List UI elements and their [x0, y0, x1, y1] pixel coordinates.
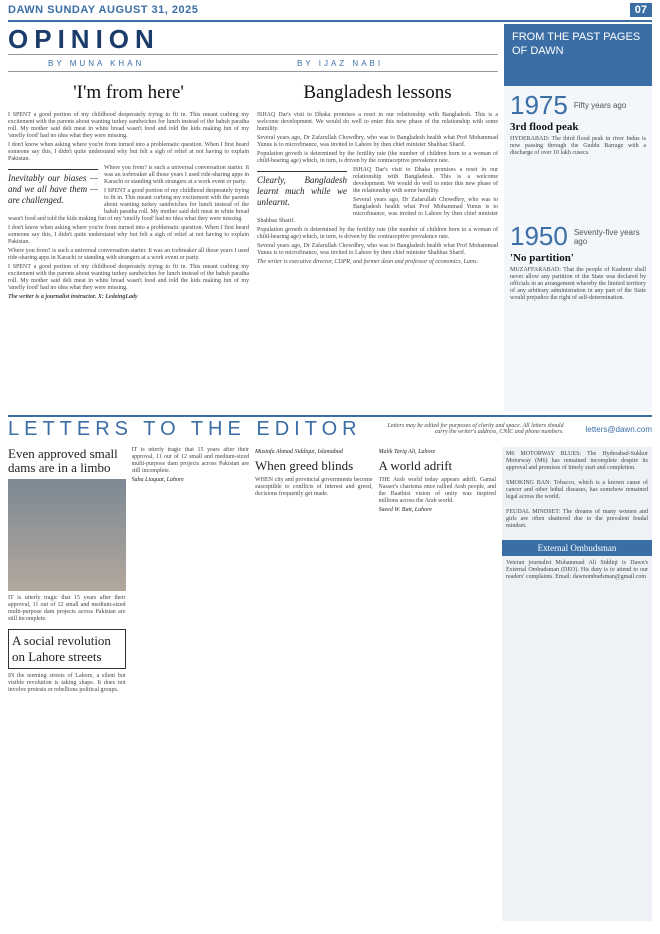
ombudsman-text: Veteran journalist Muhammad Ali Siddiqi is Dawn's External Ombudsman (DEO). His duty is to attend to our readers' complaints. Email: dawnombudsman@gmail.com — [506, 560, 648, 580]
article-paragraph: ISHAQ Dar's visit to Dhaka promises a reset in our relationship with Bangladesh. This is a welcome development. We would do well to enter this new phase of the relationship with some humility. — [353, 167, 498, 194]
article-paragraph: Where you from? is such a universal conversation starter. It was an icebreaker all those years I used ride-sharing apps in Karachi or standing with strangers at a work event or party. — [104, 165, 249, 185]
past-pages-title: FROM THE PAST PAGES OF DAWN — [504, 24, 652, 86]
article-paragraph: Several years ago, Dr Zafarullah Chowdhry, who was to Bangladesh health what Prof Mohammad Yunus is to microfinance, was invited to Lahore by then chief minister Shahbaz Sharif. — [257, 243, 498, 256]
article-paragraph: Several years ago, Dr Zafarullah Chowdhry, who was to Bangladesh health what Prof Mohammad Yunus is to microfinance, was invited to Lahore by then chief minister Shahbaz Sharif. — [257, 197, 498, 224]
letters-email: letters@dawn.com — [585, 424, 652, 434]
letter-body: IT is utterly tragic that 15 years after their approval, 11 out of 12 small and medium-sized multi-purpose dam projects across Pakistan are still incomplete. — [131, 447, 249, 474]
letter-column-2 — [132, 447, 250, 921]
past-text: HYDERABAD: The third flood peak in river Indus is now passing through the Guddu Barrage with a discharge of over 10 lakh cusecs. — [510, 136, 646, 156]
article-headline: 'I'm from here' — [73, 82, 184, 103]
letter-body: IN the teeming streets of Lahore, a silent but visible revolution is taking shape. It does not involve protests or rebellions political groups. — [8, 673, 126, 693]
article-paragraph: Population growth is determined by the fertility rate (the number of children born to a woman of child-bearing age) which, in turn, is driven by the contraceptive prevalence rate. — [257, 227, 498, 240]
years-ago-label: Seventy-five years ago — [573, 227, 640, 246]
author-note: The writer is a journalist instructor. X: LedeingLady — [8, 294, 138, 300]
letters-header — [8, 415, 652, 441]
letter-title: A social revolution on Lahore streets — [8, 629, 126, 669]
article-paragraph: Population growth is determined by the fertility rate (the number of children born to a woman of child-bearing age) which, in turn, is driven by the contraceptive prevalence rate. — [257, 151, 498, 164]
article-headline: Bangladesh lessons — [303, 82, 452, 103]
letter-world-adrift — [379, 447, 497, 921]
letter-signature: Malik Tariq Ali, Lahore — [378, 449, 436, 455]
letters-title: LETTERS TO THE EDITOR — [8, 417, 362, 440]
article-im-from-here — [8, 76, 249, 303]
page-number: 07 — [630, 3, 652, 17]
past-text: MUZAFFARABAD: That the people of Kashmir shall never allow any partition of the State was declared by officials in an arrangement whereby the limited territory of any arbitrary administration in any part of the State would prejudice the right of self-determination. — [510, 267, 646, 301]
byline-ijaz-nabi: BY IJAZ NABI — [297, 58, 384, 68]
letter-body: THE Arab world today appears adrift. Gamal Nasser's charisma once rallied Arab people, and the Baathist vision of unity was inspired millions across the Arab world. — [378, 477, 496, 504]
letter-small-dams — [8, 447, 126, 921]
past-headline: 'No partition' — [510, 252, 574, 264]
dam-photo — [8, 479, 126, 591]
letter-body: WHEN city and provincial governments become susceptible to conflicts of interest and greed, decisions frequently get made. — [255, 477, 373, 497]
letter-title: A world adrift — [378, 458, 453, 473]
past-pages-column — [504, 24, 652, 411]
article-paragraph: Where you from? is such a universal conversation starter. It was an icebreaker all those years I used ride-sharing apps in Karachi or standing with strangers at a work event or party. — [8, 248, 249, 261]
byline-muna-khan: BY MUNA KHAN — [48, 58, 145, 68]
article-paragraph: Several years ago, Dr Zafarullah Chowdhry, who was to Bangladesh health what Prof Mohammad Yunus is to microfinance, was invited to Lahore by then chief minister Shahbaz Sharif. — [257, 135, 498, 148]
article-paragraph: ISHAQ Dar's visit to Dhaka promises a reset in our relationship with Bangladesh. This is a welcome development. We would do well to enter this new phase of the relationship with some humility. — [257, 112, 498, 132]
letter-greed — [255, 447, 373, 921]
article-paragraph: I don't know when asking where you're from turned into a problematic question. When I first heard someone say this, I didn't quite understand why but felt a sigh of relief at not having to explain Pakistan. — [8, 142, 249, 162]
letter-title: When greed blinds — [255, 458, 354, 473]
article-paragraph: I don't know when asking where you're from turned into a problematic question. When I first heard someone say this, I didn't quite understand why but felt a sigh of relief at not having to explain Pakistan. — [8, 225, 249, 245]
short-letter: FEUDAL MINDSET: The dreams of many women and girls are often shattered due to the prevalent feudal mindset. — [506, 509, 648, 529]
year-label: 1975 — [510, 90, 568, 120]
pull-quote: Clearly, Bangladesh learnt much while we unlearnt. — [257, 171, 347, 208]
pull-quote: Inevitably our biases — and we all have them — are challenged. — [8, 169, 98, 206]
letters-note: Letters may be edited for purposes of clarity and space. All letters should carry the writer's address, CNIC and phone numbers. — [387, 423, 564, 435]
opinion-heading: OPINION — [8, 23, 160, 54]
article-paragraph: I SPENT a good portion of my childhood desperately trying to fit in. This meant curbing my excitement with the parents about wanting turkey sandwiches for lunch instead of the bahsh paratha roll. My mother said deli meat in white bread wasn't food and told the kids making fun of my 'smelly food' had no idea what they were missing. — [8, 112, 249, 139]
letter-signature: Mustafa Ahmad Siddiqui, Islamabad — [255, 449, 343, 455]
photo-caption: IT is utterly tragic that 15 years after their approval, 11 out of 12 small and medium-sized multi-purpose dam projects across Pakistan are still incomplete. — [8, 595, 126, 622]
letter-signature: Saeed W. Butt, Lahore — [378, 507, 432, 513]
short-letters-sidebar — [502, 447, 652, 921]
short-letter: M6 MOTORWAY BLUES: The Hyderabad-Sukkur Motorway (M6) has remained incomplete despite its approval and promises of timely start and completion. — [506, 451, 648, 471]
short-letter: SMOKING BAN: Tobacco, which is a known cause of cancer and other lethal diseases, has somehow remained legal across the world. — [506, 480, 648, 500]
past-headline: 3rd flood peak — [510, 121, 579, 133]
opinion-section — [8, 24, 498, 411]
author-note: The writer is executive director, CDPR, and former dean and professor of economics, Lums. — [257, 259, 479, 265]
article-paragraph: I SPENT a good portion of my childhood desperately trying to fit in. This meant curbing my excitement with the parents about wanting turkey sandwiches for lunch instead of the bahsh paratha roll. My mother said deli meat in white bread wasn't food and told the kids making fun of my 'smelly food' had no idea what they were missing. — [8, 264, 249, 291]
article-bangladesh-lessons — [257, 76, 498, 303]
article-paragraph: I SPENT a good portion of my childhood desperately trying to fit in. This meant curbing my excitement with the parents about wanting turkey sandwiches for lunch instead of the bahsh paratha roll. My mother said deli meat in white bread wasn't food and told the kids making fun of my 'smelly food' had no idea what they were missing. — [8, 188, 249, 222]
masthead — [8, 0, 652, 22]
issue-date: SUNDAY AUGUST 31, 2025 — [47, 4, 199, 16]
letter-title: Even approved small dams are in a limbo — [8, 447, 118, 475]
years-ago-label: Fifty years ago — [573, 101, 627, 110]
paper-name: DAWN — [8, 4, 44, 16]
letter-signature: Saba Liaquat, Lahore — [131, 477, 184, 483]
year-label: 1950 — [510, 221, 568, 251]
ombudsman-title: External Ombudsman — [502, 540, 652, 556]
